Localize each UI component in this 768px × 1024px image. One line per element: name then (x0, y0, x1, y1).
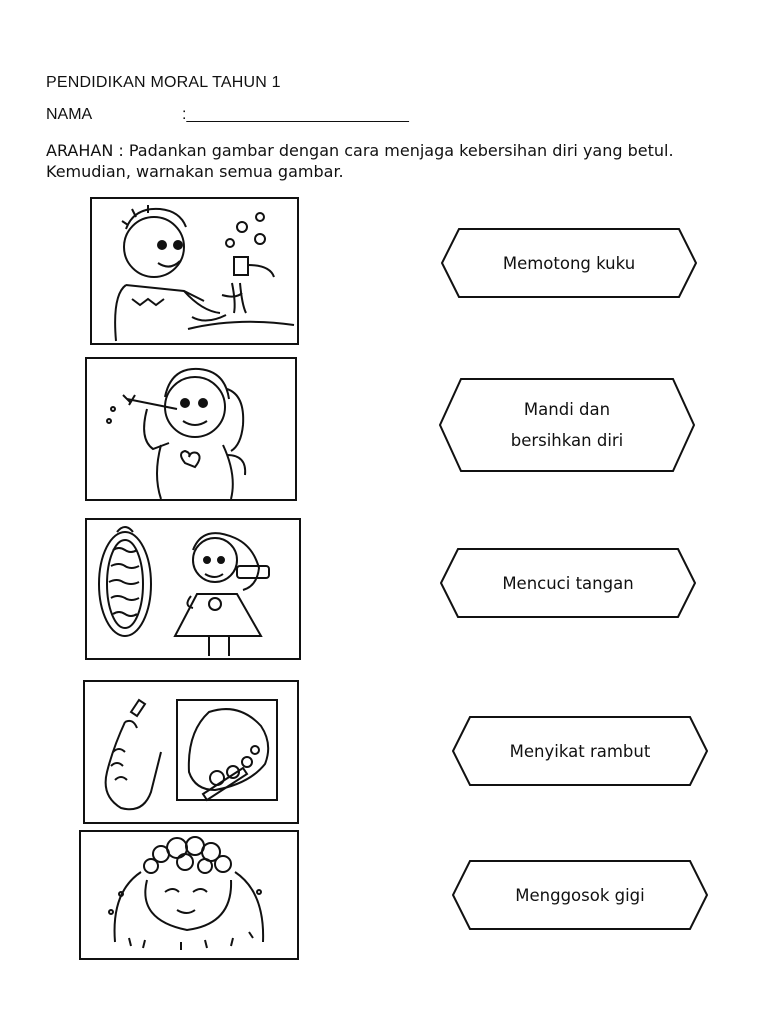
boy-washing-hands-picture (90, 197, 299, 345)
name-field-line: :_________________________ (182, 106, 409, 123)
label-line: Mandi dan (523, 400, 611, 419)
label-line: Mencuci tangan (502, 573, 634, 593)
worksheet-title: PENDIDIKAN MORAL TAHUN 1 (46, 74, 281, 91)
girl-combing-hair-picture (85, 518, 301, 660)
cutting-nails-picture (83, 680, 299, 824)
label-box-4[interactable] (452, 716, 708, 786)
label-line: Menggosok gigi (515, 885, 645, 905)
label-box-1[interactable] (441, 228, 697, 298)
label-text-5 (452, 860, 708, 930)
girl-brushing-teeth-picture (85, 357, 297, 501)
label-text-4 (452, 716, 708, 786)
label-box-5[interactable] (452, 860, 708, 930)
label-line: Memotong kuku (502, 253, 636, 273)
label-text-2 (439, 378, 695, 472)
instructions (46, 140, 746, 182)
label-line: Menyikat rambut (509, 741, 651, 761)
label-text-3 (440, 548, 696, 618)
name-label: NAMA (46, 106, 93, 123)
label-text-1 (441, 228, 697, 298)
instructions-line-1: ARAHAN : Padankan gambar dengan cara menjaga kebersihan diri yang betul. (46, 141, 674, 160)
label-line: bersihkan diri (510, 431, 624, 450)
label-box-2[interactable] (439, 378, 695, 472)
instructions-line-2: Kemudian, warnakan semua gambar. (46, 162, 344, 181)
child-bathing-picture (79, 830, 299, 960)
label-box-3[interactable] (440, 548, 696, 618)
